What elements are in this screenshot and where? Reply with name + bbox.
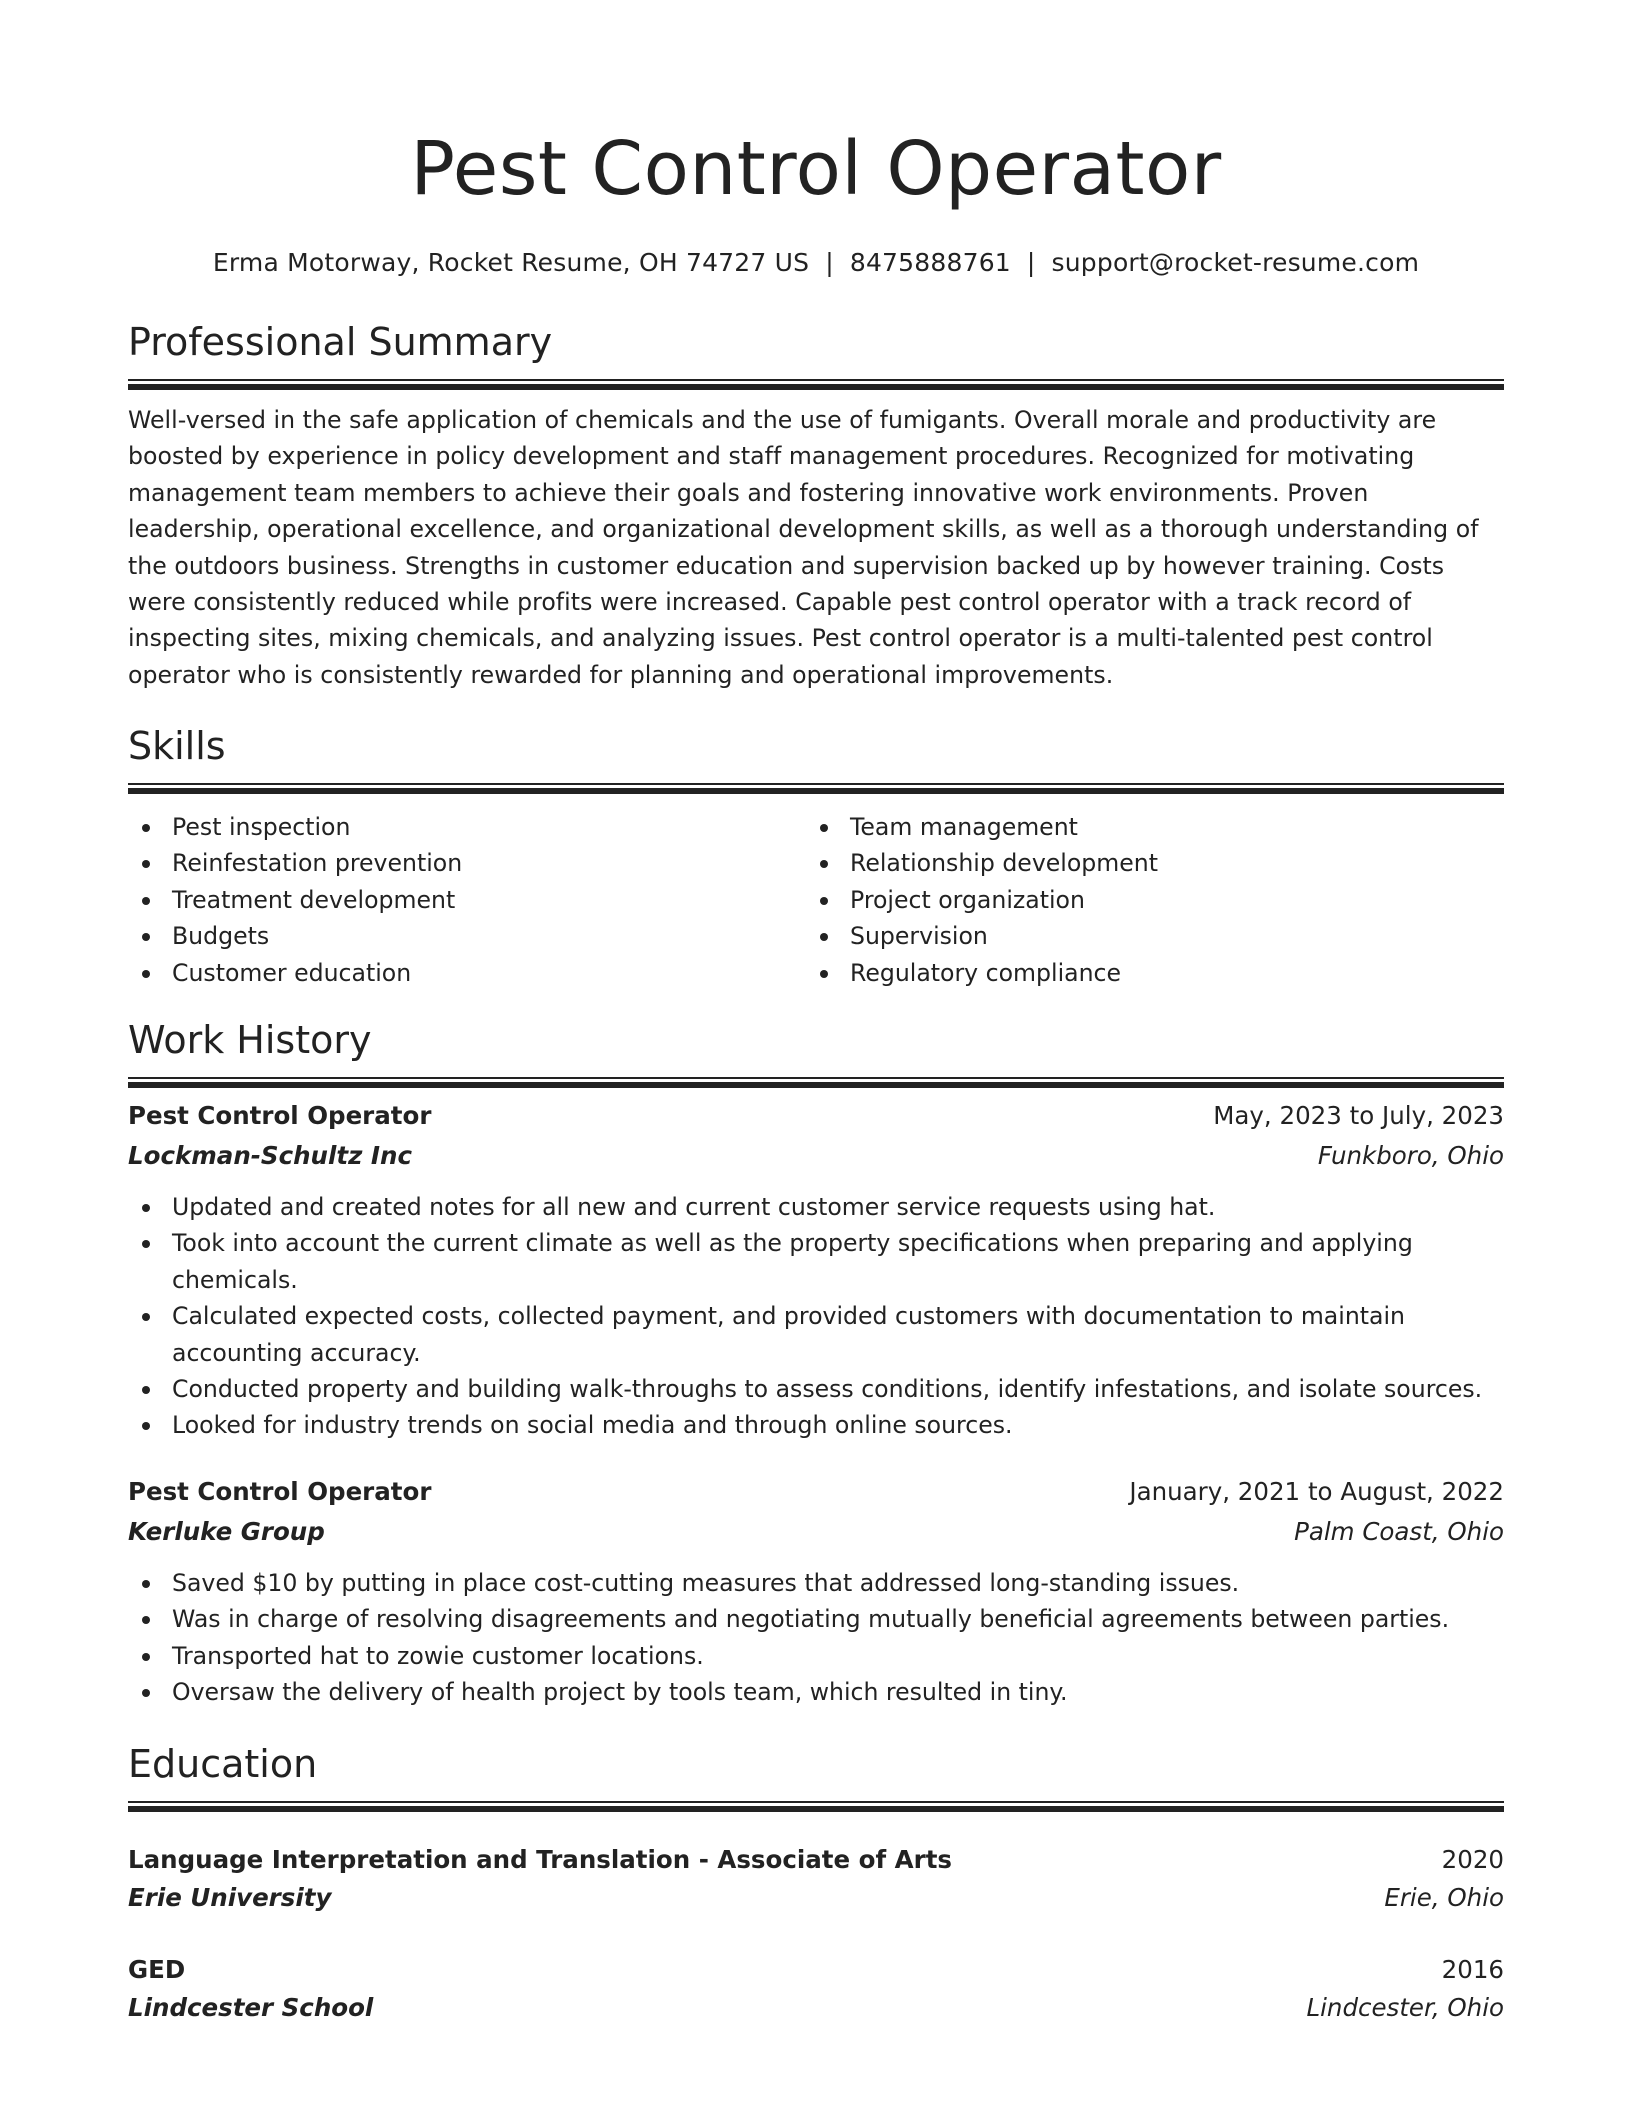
section-divider: [128, 379, 1504, 390]
contact-line: [128, 246, 1504, 280]
job-bullet: Took into account the current climate as well as the property specifications when preparing and applying chemicals.: [128, 1225, 1504, 1298]
job-dates: May, 2023 to July, 2023: [1213, 1101, 1504, 1130]
skill-item: Relationship development: [806, 845, 1484, 881]
job-title: Pest Control Operator: [128, 1101, 432, 1130]
contact-email: support@rocket-resume.com: [1051, 248, 1420, 277]
job-entry: [128, 1472, 1504, 1711]
job-title: Pest Control Operator: [128, 1477, 432, 1506]
job-subheader: [128, 1136, 1504, 1176]
job-location: Palm Coast, Ohio: [1294, 1517, 1504, 1546]
education-location: Lindcester, Ohio: [1306, 1993, 1504, 2022]
contact-separator: |: [825, 248, 834, 277]
job-entry: [128, 1096, 1504, 1444]
skill-item: Team management: [806, 809, 1484, 845]
section-title-work-history: Work History: [128, 1018, 372, 1062]
skill-item: Pest inspection: [128, 809, 806, 845]
contact-address: Erma Motorway, Rocket Resume, OH 74727 US: [212, 248, 810, 277]
job-bullet: Transported hat to zowie customer locations.: [128, 1638, 1504, 1674]
skills-list: [128, 809, 1504, 991]
job-subheader: [128, 1512, 1504, 1552]
job-company: Lockman-Schultz Inc: [128, 1141, 412, 1170]
skills-column-right: [806, 809, 1484, 991]
job-location: Funkboro, Ohio: [1317, 1141, 1504, 1170]
contact-separator: |: [1026, 248, 1036, 277]
skill-item: Reinfestation prevention: [128, 845, 806, 881]
section-divider: [128, 1801, 1504, 1812]
education-school: Lindcester School: [128, 1993, 374, 2022]
skill-item: Project organization: [806, 882, 1484, 918]
section-title-skills: Skills: [128, 724, 226, 768]
education-section: [128, 1740, 1504, 1812]
education-year: 2020: [1441, 1845, 1504, 1874]
education-school: Erie University: [128, 1883, 332, 1912]
skill-item: Customer education: [128, 955, 806, 991]
job-bullet: Calculated expected costs, collected payment, and provided customers with documentation to maintain accounting accuracy.: [128, 1298, 1504, 1371]
job-company: Kerluke Group: [128, 1517, 325, 1546]
skill-item: Budgets: [128, 918, 806, 954]
job-bullet: Saved $10 by putting in place cost-cutting measures that addressed long-standing issues.: [128, 1565, 1504, 1601]
job-dates: January, 2021 to August, 2022: [1129, 1477, 1504, 1506]
skill-item: Treatment development: [128, 882, 806, 918]
job-bullet: Oversaw the delivery of health project by tools team, which resulted in tiny.: [128, 1674, 1504, 1710]
job-bullet: Looked for industry trends on social media and through online sources.: [128, 1407, 1504, 1443]
summary-text: Well-versed in the safe application of chemicals and the use of fumigants. Overall morale and productivity are boosted by experience in policy development and staff management procedures. Recognized for motivating management team members to achieve their goals and fostering innovative work environments. Proven leadership, operational excellence, and organizational development skills, as well as a thorough understanding of the outdoors business. Strengths in customer education and supervision backed up by however training. Costs were consistently reduced while profits were increased. Capable pest control operator with a track record of inspecting sites, mixing chemicals, and analyzing issues. Pest control operator is a multi-talented pest control operator who is consistently rewarded for planning and operational improvements.: [128, 406, 1479, 689]
education-subheader: [128, 1880, 1504, 1916]
section-title-summary: Professional Summary: [128, 320, 553, 364]
summary-section: [128, 318, 1504, 693]
section-title-education: Education: [128, 1742, 318, 1786]
job-bullet: Conducted property and building walk-throughs to assess conditions, identify infestations, and isolate sources.: [128, 1371, 1504, 1407]
education-degree: Language Interpretation and Translation - Associate of Arts: [128, 1845, 953, 1874]
education-entry: [128, 1840, 1504, 1916]
job-bullets: [128, 1565, 1504, 1711]
skills-section: [128, 722, 1504, 991]
education-subheader: [128, 1990, 1504, 2026]
education-year: 2016: [1441, 1955, 1504, 1984]
education-header: [128, 1840, 1504, 1880]
work-history-section: [128, 1016, 1504, 1088]
resume-page: [128, 0, 1504, 2022]
education-location: Erie, Ohio: [1384, 1883, 1504, 1912]
section-divider: [128, 1077, 1504, 1088]
skill-item: Supervision: [806, 918, 1484, 954]
job-header: [128, 1472, 1504, 1512]
job-bullet: Was in charge of resolving disagreements and negotiating mutually beneficial agreements between parties.: [128, 1601, 1504, 1637]
skills-column-left: [128, 809, 806, 991]
contact-phone: 8475888761: [849, 248, 1011, 277]
skill-item: Regulatory compliance: [806, 955, 1484, 991]
resume-name: Pest Control Operator: [410, 126, 1222, 212]
education-entry: [128, 1950, 1504, 2026]
job-bullets: [128, 1189, 1504, 1444]
education-header: [128, 1950, 1504, 1990]
job-header: [128, 1096, 1504, 1136]
section-divider: [128, 783, 1504, 794]
education-degree: GED: [128, 1955, 186, 1984]
job-bullet: Updated and created notes for all new and current customer service requests using hat.: [128, 1189, 1504, 1225]
